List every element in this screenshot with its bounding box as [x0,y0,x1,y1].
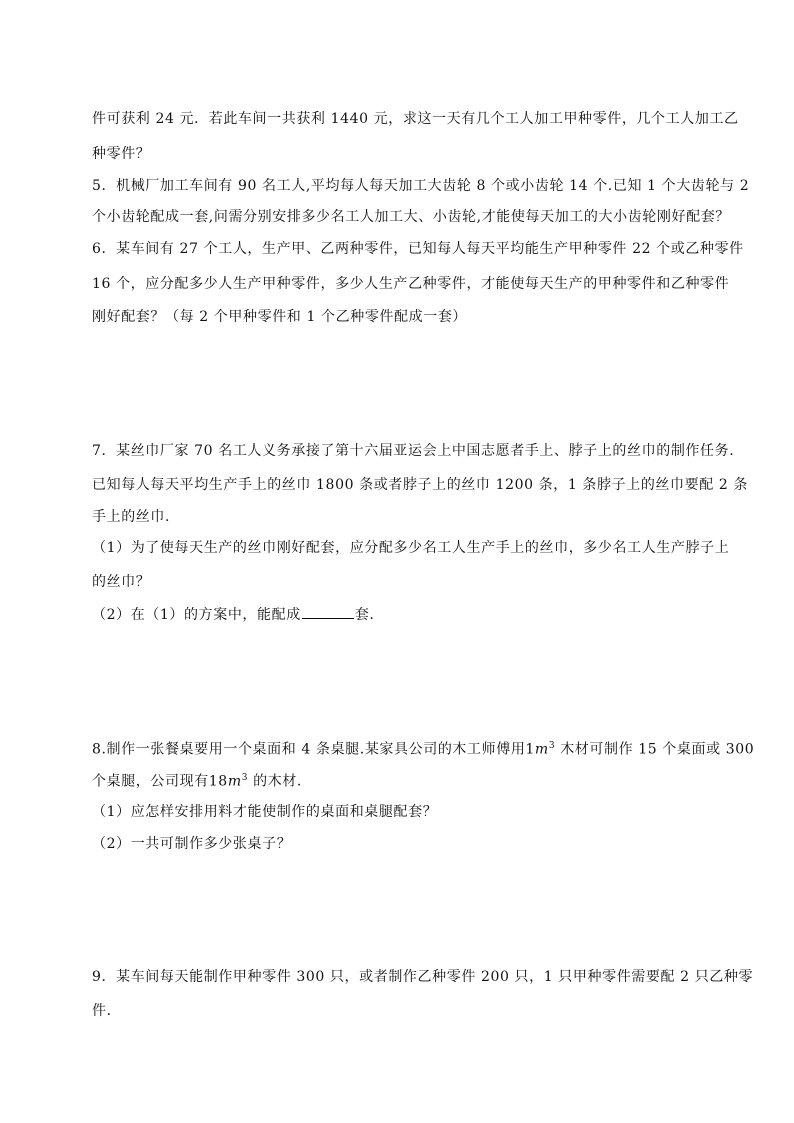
problem-8-line-1-text-end: 木材可制作 15 个桌面或 300 [555,741,755,758]
problem-8-line-2-text-end: 的木材. [248,773,302,790]
unit-exponent: 3 [241,773,249,783]
answer-blank [302,605,354,619]
unit-m: m [534,741,549,758]
problem-7-sub2-line [92,605,374,624]
problem-9-line-1: 9．某车间每天能制作甲种零件 300 只，或者制作乙种零件 200 只，1 只甲种零件需要配 2 只乙种零 [92,969,754,985]
problem-6-line-1: 6．某车间有 27 个工人，生产甲、乙两种零件，已知每人每天平均能生产甲种零件 22 个或乙种零件 [92,241,744,257]
problem-5-line-2: 个小齿轮配成一套,问需分别安排多少名工人加工大、小齿轮,才能使每天加工的大小齿轮刚好配套？ [92,209,730,225]
problem-7-line-2: 已知每人每天平均生产手上的丝巾 1800 条或者脖子上的丝巾 1200 条，1 条脖子上的丝巾要配 2 条 [92,477,749,493]
problem-7-sub1-line-1: （1）为了使每天生产的丝巾刚好配套，应分配多少名工人生产手上的丝巾，多少名工人生产脖子上 [92,540,730,556]
problem-4-continuation-line-1: 件可获利 24 元．若此车间一共获利 1440 元，求这一天有几个工人加工甲种零件，几个工人加工乙 [92,111,739,127]
problem-8-line-2-text: 个桌腿，公司现有18 [92,773,228,790]
problem-4-continuation-line-2: 种零件？ [92,146,151,162]
unit-exponent: 3 [548,741,556,751]
problem-8-line-1-text: 8.制作一张餐桌要用一个桌面和 4 条桌腿.某家具公司的木工师傅用1 [92,741,535,758]
problem-5-line-1: 5．机械厂加工车间有 90 名工人,平均每人每天加工大齿轮 8 个或小齿轮 14 个.已知 1 个大齿轮与 2 [92,178,750,194]
problem-8-line-2 [92,769,302,791]
problem-6-line-3: 刚好配套？（每 2 个甲种零件和 1 个乙种零件配成一套） [92,309,468,325]
problem-8-line-1 [92,737,754,759]
problem-9-line-2: 件． [92,1003,122,1019]
problem-7-sub2-suffix: 套. [354,607,375,623]
problem-7-sub2-text: （2）在（1）的方案中，能配成 [92,607,301,623]
problem-7-line-3: 手上的丝巾. [92,509,171,525]
problem-7-line-1: 7．某丝巾厂家 70 名工人义务承接了第十六届亚运会上中国志愿者手上、脖子上的丝巾的制作任务. [92,443,735,459]
problem-6-line-2: 16 个，应分配多少人生产甲种零件，多少人生产乙种零件，才能使每天生产的甲种零件和乙种零件 [92,276,730,292]
unit-m: m [227,773,242,790]
problem-8-sub1: （1）应怎样安排用料才能使制作的桌面和桌腿配套？ [92,804,438,820]
problem-7-sub1-line-2: 的丝巾？ [92,574,151,590]
problem-8-sub2: （2）一共可制作多少张桌子？ [92,836,292,852]
